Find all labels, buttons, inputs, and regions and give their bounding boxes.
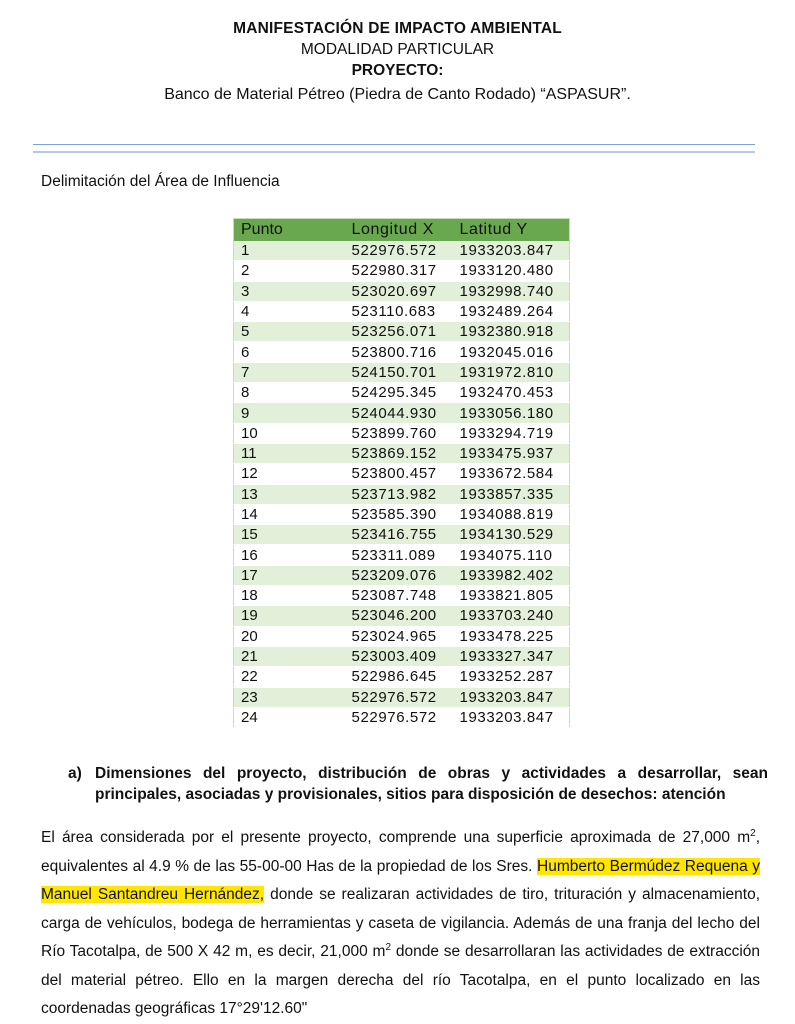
cell-longitud: 522976.572: [345, 707, 453, 727]
cell-longitud: 523087.748: [345, 586, 453, 606]
table-row: [234, 281, 570, 301]
cell-longitud: 523416.755: [345, 525, 453, 545]
cell-latitud: 1933252.287: [453, 667, 570, 687]
project-label: PROYECTO:: [351, 62, 444, 79]
cell-latitud: 1933294.719: [453, 423, 570, 443]
cell-punto: 24: [234, 707, 345, 727]
cell-longitud: 523256.071: [345, 322, 453, 342]
cell-longitud: 522976.572: [345, 687, 453, 707]
table-row: [234, 525, 570, 545]
table-row: [234, 484, 570, 504]
header-divider-bottom: [33, 151, 755, 153]
cell-latitud: 1933056.180: [453, 403, 570, 423]
cell-punto: 10: [234, 423, 345, 443]
cell-punto: 5: [234, 322, 345, 342]
paragraph-text-4: donde se desarrollaran las actividades de extracción del material pétreo. Ello en la margen derecha del río Tacotalpa, en el punto localizado en las coordenadas geográficas 17°29'12.60": [41, 943, 761, 1017]
table-row: [234, 606, 570, 626]
cell-punto: 17: [234, 565, 345, 585]
cell-punto: 6: [234, 342, 345, 362]
superscript-2: 2: [385, 941, 392, 953]
table-row: [234, 322, 570, 342]
header-divider-top: [33, 144, 755, 145]
list-item-a: [68, 763, 768, 805]
cell-latitud: 1933203.847: [453, 687, 570, 707]
cell-longitud: 523046.200: [345, 606, 453, 626]
cell-punto: 23: [234, 687, 345, 707]
document-title: MANIFESTACIÓN DE IMPACTO AMBIENTAL: [233, 20, 562, 37]
cell-punto: 7: [234, 362, 345, 382]
table-row: [234, 687, 570, 707]
cell-punto: 14: [234, 504, 345, 524]
cell-punto: 2: [234, 261, 345, 281]
table-row: [234, 464, 570, 484]
cell-longitud: 523713.982: [345, 484, 453, 504]
cell-longitud: 523311.089: [345, 545, 453, 565]
cell-punto: 21: [234, 646, 345, 666]
cell-latitud: 1932380.918: [453, 322, 570, 342]
highlighted-names: Humberto Bermúdez Requena y Manuel Santandreu Hernández,: [41, 857, 760, 903]
body-paragraph: [41, 824, 760, 1024]
table-row: [234, 565, 570, 585]
table-header-row: [234, 219, 570, 241]
cell-longitud: 523020.697: [345, 281, 453, 301]
table-row: [234, 261, 570, 281]
cell-punto: 3: [234, 281, 345, 301]
project-name: Banco de Material Pétreo (Piedra de Canto Rodado) “ASPASUR”.: [164, 86, 631, 103]
column-header-latitud: Latitud Y: [453, 219, 570, 241]
table-row: [234, 403, 570, 423]
table-row: [234, 241, 570, 261]
coordinates-table: [233, 218, 570, 728]
cell-longitud: 524295.345: [345, 383, 453, 403]
cell-longitud: 523800.457: [345, 464, 453, 484]
cell-latitud: 1933672.584: [453, 464, 570, 484]
cell-longitud: 522980.317: [345, 261, 453, 281]
cell-latitud: 1934130.529: [453, 525, 570, 545]
cell-longitud: 522976.572: [345, 241, 453, 261]
table-row: [234, 342, 570, 362]
cell-latitud: 1932998.740: [453, 281, 570, 301]
cell-punto: 13: [234, 484, 345, 504]
cell-punto: 9: [234, 403, 345, 423]
cell-longitud: 524044.930: [345, 403, 453, 423]
column-header-punto: Punto: [234, 219, 345, 241]
cell-punto: 11: [234, 443, 345, 463]
cell-latitud: 1933857.335: [453, 484, 570, 504]
table-row: [234, 504, 570, 524]
cell-punto: 18: [234, 586, 345, 606]
cell-punto: 1: [234, 241, 345, 261]
cell-latitud: 1933982.402: [453, 565, 570, 585]
cell-punto: 12: [234, 464, 345, 484]
table-row: [234, 301, 570, 321]
cell-longitud: 523110.683: [345, 301, 453, 321]
cell-longitud: 524150.701: [345, 362, 453, 382]
cell-latitud: 1933203.847: [453, 241, 570, 261]
table-row: [234, 383, 570, 403]
table-row: [234, 545, 570, 565]
list-marker: a): [68, 765, 82, 782]
table-row: [234, 586, 570, 606]
cell-latitud: 1933475.937: [453, 443, 570, 463]
cell-latitud: 1934075.110: [453, 545, 570, 565]
table-row: [234, 443, 570, 463]
cell-latitud: 1933203.847: [453, 707, 570, 727]
column-header-longitud: Longitud X: [345, 219, 453, 241]
cell-latitud: 1933703.240: [453, 606, 570, 626]
cell-punto: 20: [234, 626, 345, 646]
table-row: [234, 707, 570, 727]
cell-latitud: 1932045.016: [453, 342, 570, 362]
cell-latitud: 1931972.810: [453, 362, 570, 382]
document-modality: MODALIDAD PARTICULAR: [300, 41, 495, 58]
cell-longitud: 523003.409: [345, 646, 453, 666]
table-body: [234, 241, 570, 728]
cell-punto: 4: [234, 301, 345, 321]
cell-punto: 19: [234, 606, 345, 626]
cell-longitud: 523585.390: [345, 504, 453, 524]
table-row: [234, 362, 570, 382]
cell-latitud: 1933821.805: [453, 586, 570, 606]
cell-punto: 16: [234, 545, 345, 565]
cell-punto: 22: [234, 667, 345, 687]
table-row: [234, 646, 570, 666]
cell-latitud: 1932489.264: [453, 301, 570, 321]
cell-longitud: 523024.965: [345, 626, 453, 646]
paragraph-text-1: El área considerada por el presente proyecto, comprende una superficie aproximada de 27,000 m: [41, 829, 751, 846]
cell-longitud: 523869.152: [345, 443, 453, 463]
cell-latitud: 1933327.347: [453, 646, 570, 666]
table-row: [234, 423, 570, 443]
document-header: [0, 18, 795, 107]
cell-latitud: 1933478.225: [453, 626, 570, 646]
cell-punto: 8: [234, 383, 345, 403]
table-row: [234, 626, 570, 646]
cell-latitud: 1933120.480: [453, 261, 570, 281]
cell-latitud: 1934088.819: [453, 504, 570, 524]
superscript-2: 2: [750, 827, 756, 839]
cell-longitud: 523800.716: [345, 342, 453, 362]
paragraph-text-3: donde se realizaran actividades de tiro, trituración y almacenamiento, carga de vehículos, bodega de herramientas y caseta de vigilancia. Además de una franja del lecho del Río Tacotalpa, de 500 X 42 m, es decir, 21,000 m: [41, 886, 761, 960]
table-row: [234, 667, 570, 687]
cell-longitud: 522986.645: [345, 667, 453, 687]
paragraph-text-2: , equivalentes al 4.9 % de las 55-00-00 Has de la propiedad de los Sres.: [41, 829, 760, 875]
cell-latitud: 1932470.453: [453, 383, 570, 403]
cell-punto: 15: [234, 525, 345, 545]
cell-longitud: 523209.076: [345, 565, 453, 585]
cell-longitud: 523899.760: [345, 423, 453, 443]
list-item-text: Dimensiones del proyecto, distribución de obras y actividades a desarrollar, sean principales, asociadas y provisionales, sitios para disposición de desechos: atención: [95, 765, 768, 803]
section-title: Delimitación del Área de Influencia: [41, 173, 280, 190]
